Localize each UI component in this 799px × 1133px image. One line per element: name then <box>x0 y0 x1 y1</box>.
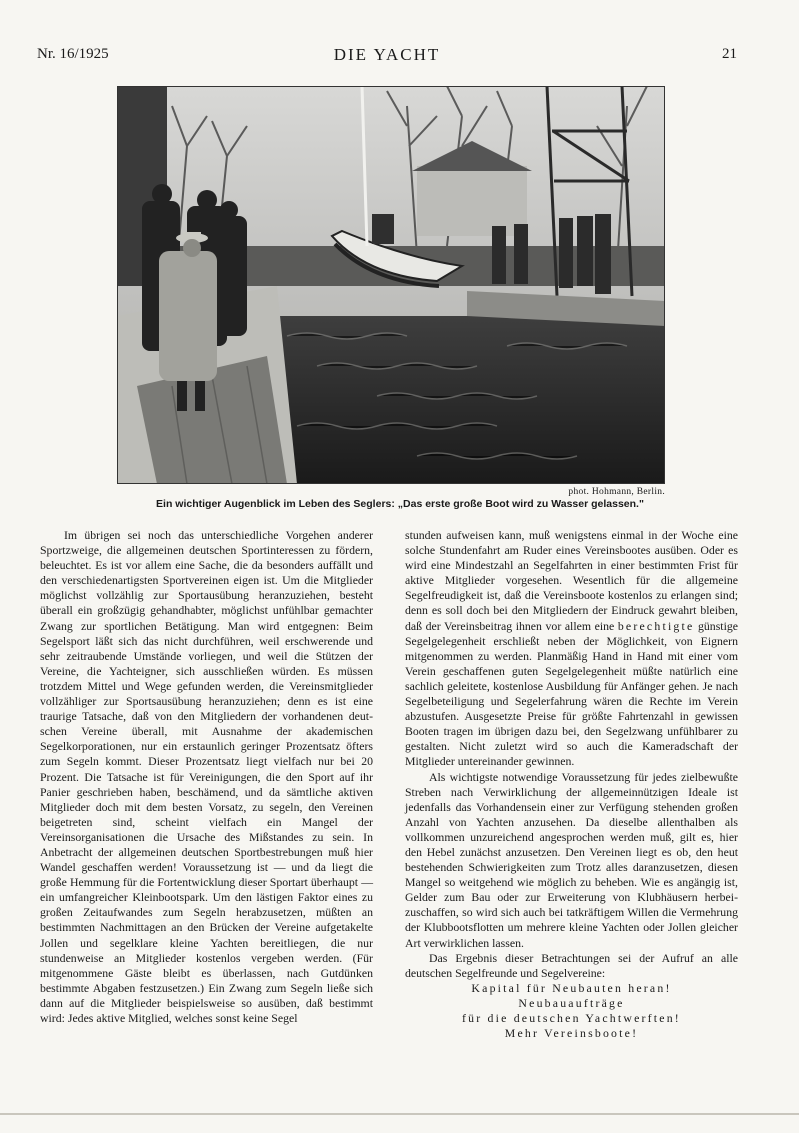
emphasized-word: berechtigte <box>617 618 695 633</box>
photo-illustration <box>117 86 665 484</box>
page-bottom-edge <box>0 1113 799 1115</box>
slogan-line: Kapital für Neubauten heran! <box>471 980 672 995</box>
journal-title: DIE YACHT <box>333 45 441 64</box>
slogan-line: für die deutschen Yachtwerften! <box>462 1011 681 1025</box>
photo-credit: phot. Hohmann, Berlin. <box>568 487 665 497</box>
figure-caption: Ein wichtiger Augenblick im Leben des Seglers: „Das erste große Boot wird zu Wasser gelassen." <box>156 498 644 510</box>
article-right-column <box>405 528 738 1041</box>
page-header <box>37 46 737 68</box>
paragraph <box>405 528 738 770</box>
article-left-column <box>40 528 373 1026</box>
page-number: 21 <box>722 46 737 62</box>
slogan-line: Neubauaufträge <box>518 995 625 1010</box>
paragraph: Das Ergebnis dieser Betrachtungen sei der Aufruf an alle deutschen Segelfreunde und Segelvereine: <box>405 950 738 980</box>
boat-launch-photo <box>117 86 665 484</box>
slogan-line: Mehr Vereinsboote! <box>504 1026 639 1041</box>
paragraph-text: stunden aufweisen kann, muß wenigstens einmal in der Woche eine solche Stundenfahrt am Ruder eines Vereinsbootes ausüben. Oder es wird eine Mindestzahl an Segelfahrten in einer bestimmten Frist für aktive Mitglieder vorgesehen. Wesentlich für die allgemeine Segelfreudigkeit ist, daß die Vereinsboote kostenlos zu erlangen sind; denn es soll doch bei den Mitgliedern der Eindruck gewahrt bleiben, daß der Vereinsbeitrag ihnen vor allem eine <box>405 528 738 633</box>
paragraph-text: günstige Segelgelegenheit erschließt neben der Möglichkeit, von Eignern mitgenommen zu werden. Planmäßig Hand in Hand mit einer vom Verein geschaffenen guten Segelgelegenheit müßte natürlich eine sachlich geleitete, kostenlose Ausbildung für Anfänger gehen. Je nach Segelbeteiligung und Segelerfahrung wären die Rechte im Verein abzustufen. Ausgesetzte Preise für größte Fahrtenzahl in gewissen Booten tragen im übrigen dazu bei, den Segelzwang unfühlbarer zu gestalten. Nicht zuletzt wird so auch die Kameradschaft der Mitglieder untereinander gewinnen. <box>405 618 738 769</box>
paragraph: Im übrigen sei noch das unterschiedliche Vorgehen anderer Sportzweige, die allgemeinen deutschen Sportinteressen zu fördern, beleuchtet. Es ist vor allem eine Sache, die da besonders auffällt und den verschiedenartigsten Sportvereinen eigen ist. Um die Mitglieder möglichst vollzählig zur Sportausübung heranzuziehen, besteht überall ein großzügig gehandhabter, möglichst unfühlbar gemachter Zwang zur sportlichen Betätigung. Man wird entgegnen: Beim Segelsport läßt sich das nicht durchführen, weil erschwerende und sehr zeitraubende Umstände vorliegen, und weil die Stützen der Vereine, die Yachteigner, sich ausschließen würden. Es müssen trotzdem Mittel und Wege gefunden werden, die Vereinsmitglieder vollzähliger zur Sportsausübung heranzuziehen; denn es ist eine traurige Tatsache, daß von den Mitgliedern der vorhandenen deutschen Vereine überall, mit Ausnahme der akademischen Segelkorporationen, nur ein erstaunlich geringer Prozentsatz öfters zum Segeln kommt. Dieser Prozentsatz liegt vielfach nur bei 20 Prozent. Die Tatsache ist für Vereinigungen, die den Sport auf ihr Panier geschrieben haben, beschämend, und da sämtliche aktiven Mitglieder doch mit dem besten Vorsatz, zu segeln, den Vereinen beigetreten sind, scheint vielfach ein Mangel der Vereinsorganisationen die Ursache des Mißstandes zu sein. In Anbetracht der allgemeinen deutschen Sportbestrebungen muß hier Wandel geschaffen werden! Voraussetzung ist — und da liegt die große Hemmung für die Fortentwicklung dieser Sportart überhaupt — ein umfangreicher Kleinbootspark. Um den lästigen Faktor eines zu großen Zeitaufwandes zum Segeln herabzusetzen, müßten an bestimmten Nachmittagen an den Brücken der Vereine aufgetakelte Jollen und segelklare kleine Yachten bereitliegen, die nur stundenweise an Mitglieder kostenlos vergeben werden. (Für mitgenommene Gäste bleibt es überlassen, nach Gutdünken bestimmte Abgaben festzusetzen.) Ein Zwang zum Segeln ließe sich dann auf die Mitglieder beispielsweise so ausüben, daß bestimmt wird: Jedes aktive Mitglied, welches sonst keine Segel <box>40 528 373 1025</box>
issue-number: Nr. 16/1925 <box>37 46 109 62</box>
paragraph: Als wichtigste notwendige Voraussetzung für jedes zielbewußte Streben nach Verwirklichung der allgemeinnützigen Ideale ist jedenfalls das Vorhandensein einer zur Verfügung stehenden großen Anzahl von Yachten anzusehen. Da dieselbe allenthalben als vollkommen unzureichend angesprochen werden muß, gilt es, hier den Hebel zunächst anzusetzen. Den Vereinen liegt es ob, den heut bestehenden Schwierigkeiten zum Trotz alles daranzusetzen, diesen Mangel so weitgehend wie möglich zu beheben. Wie es angängig ist, Gelder zum Bau oder zur Erweiterung von Klubhäusern herbeizuschaffen, so wird sich auch bei tatkräftigem Willen die Vermehrung der Klubbootsflotten um mehrere kleine Yachten oder Jollen gleicher Art verwirklichen lassen. <box>405 769 738 950</box>
